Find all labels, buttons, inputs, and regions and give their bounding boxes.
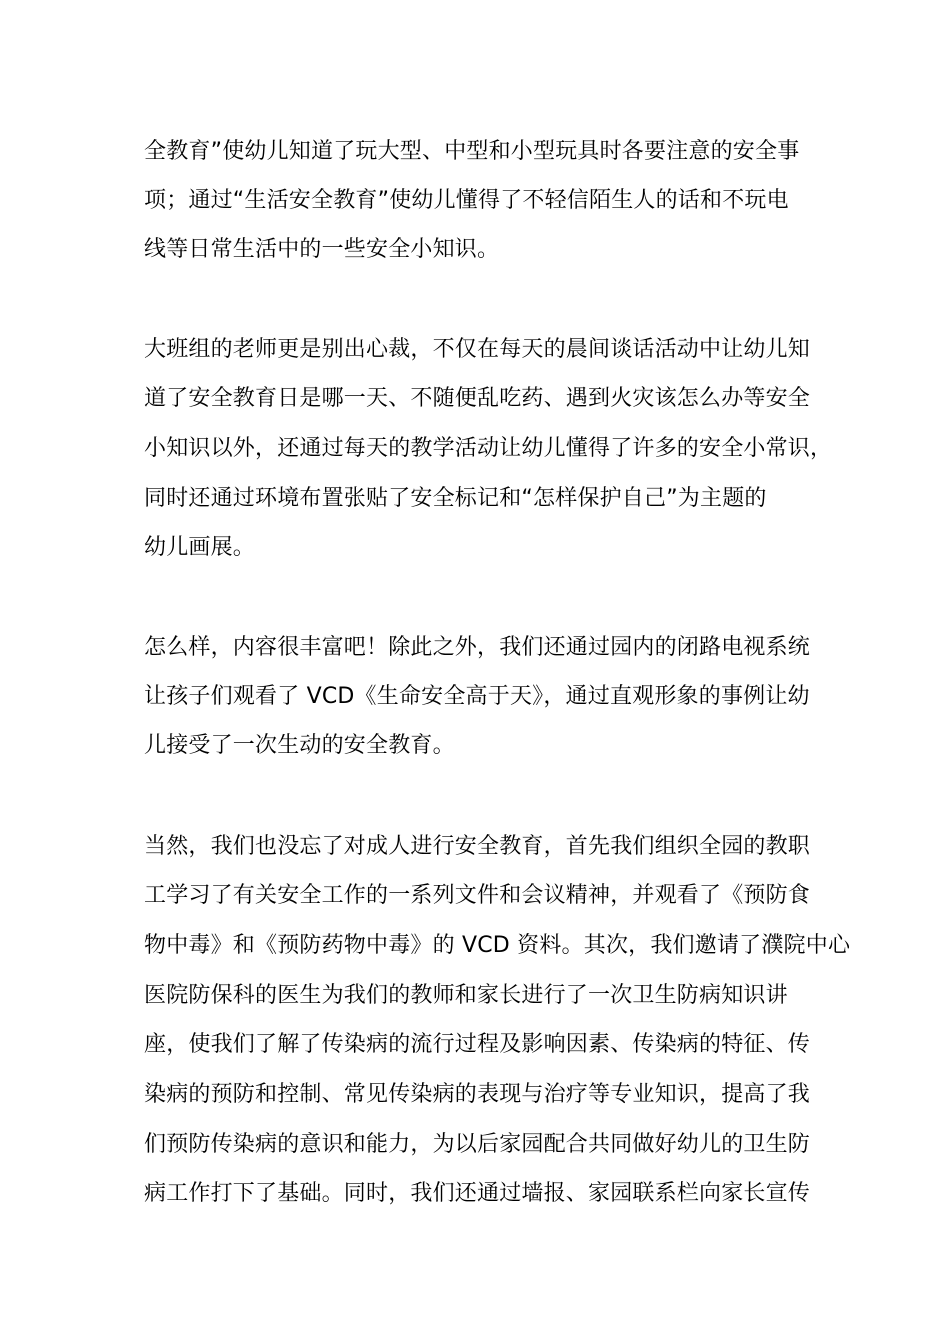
text-line: 们预防传染病的意识和能力，为以后家园配合共同做好幼儿的卫生防 xyxy=(144,1132,811,1157)
text-line: 座，使我们了解了传染病的流行过程及影响因素、传染病的特征、传 xyxy=(144,1032,811,1057)
text-line: 全教育”使幼儿知道了玩大型、中型和小型玩具时各要注意的安全事 xyxy=(144,139,800,164)
text-line: 医院防保科的医生为我们的教师和家长进行了一次卫生防病知识讲 xyxy=(144,983,788,1008)
text-line: 病工作打下了基础。同时，我们还通过墙报、家园联系栏向家长宣传 xyxy=(144,1181,811,1206)
text-line: 怎么样，内容很丰富吧！除此之外，我们还通过园内的闭路电视系统 xyxy=(144,635,811,660)
text-line: 让孩子们观看了 VCD《生命安全高于天》，通过直观形象的事例让幼 xyxy=(144,684,810,709)
text-line: 大班组的老师更是别出心裁，不仅在每天的晨间谈话活动中让幼儿知 xyxy=(144,337,811,362)
text-line: 项；通过“生活安全教育”使幼儿懂得了不轻信陌生人的话和不玩电 xyxy=(144,188,789,213)
text-line: 物中毒》和《预防药物中毒》的 VCD 资料。其次，我们邀请了濮院中心 xyxy=(144,933,851,958)
text-line: 工学习了有关安全工作的一系列文件和会议精神，并观看了《预防食 xyxy=(144,883,811,908)
text-line: 染病的预防和控制、常见传染病的表现与治疗等专业知识，提高了我 xyxy=(144,1082,811,1107)
text-line: 当然，我们也没忘了对成人进行安全教育，首先我们组织全园的教职 xyxy=(144,834,811,859)
text-line: 小知识以外，还通过每天的教学活动让幼儿懂得了许多的安全小常识， xyxy=(144,436,833,461)
text-line: 道了安全教育日是哪一天、不随便乱吃药、遇到火灾该怎么办等安全 xyxy=(144,386,811,411)
text-line: 儿接受了一次生动的安全教育。 xyxy=(144,733,455,758)
text-line: 线等日常生活中的一些安全小知识。 xyxy=(144,237,500,262)
text-line: 幼儿画展。 xyxy=(144,535,256,560)
text-line: 同时还通过环境布置张贴了安全标记和“怎样保护自己”为主题的 xyxy=(144,486,767,511)
